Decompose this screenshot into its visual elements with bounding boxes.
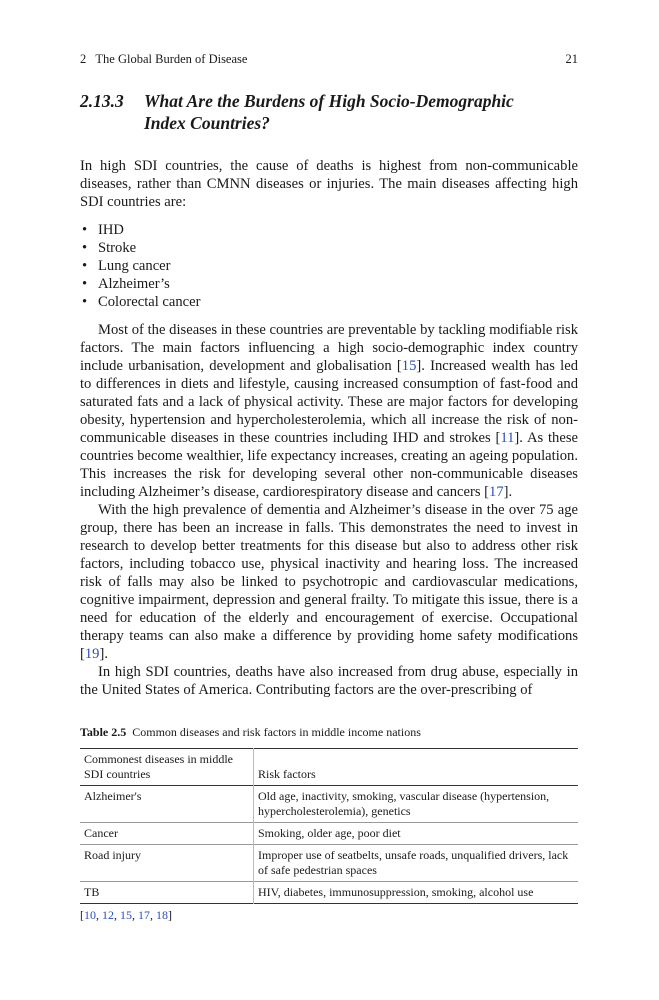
paragraph-risk-factors bbox=[80, 321, 578, 501]
list-item: • Colorectal cancer bbox=[80, 293, 578, 311]
table-cell-risk: Smoking, older age, poor diet bbox=[258, 826, 401, 840]
citation-link[interactable]: 15 bbox=[120, 908, 132, 922]
table-caption-text: Common diseases and risk factors in middle income nations bbox=[132, 725, 421, 739]
table-row bbox=[80, 786, 578, 823]
intro-paragraph: In high SDI countries, the cause of deaths is highest from non-communicable diseases, rather than CMNN diseases or injuries. The main diseases affecting high SDI countries are: bbox=[80, 158, 578, 210]
citation-link[interactable]: 12 bbox=[102, 908, 114, 922]
citation-link[interactable]: 17 bbox=[138, 908, 150, 922]
table-cell-risk: HIV, diabetes, immunosuppression, smoking, alcohol use bbox=[258, 885, 534, 899]
table-header-diseases: Commonest diseases in middle SDI countries bbox=[80, 749, 254, 786]
text-run: ]. bbox=[503, 484, 513, 500]
section-number: 2.13.3 bbox=[80, 91, 124, 111]
text-run: ]. As these countries become wealthier, life expectancy increases, creating an ageing population. This increases the risk for developing several other non-communicable diseases including Alzheimer’s disease, cardiorespiratory disease and cancers [ bbox=[80, 430, 578, 500]
section-title bbox=[144, 90, 578, 134]
table-row bbox=[80, 882, 578, 904]
table-label: Table 2.5 bbox=[80, 725, 127, 739]
text-run: Most of the diseases in these countries are preventable by tackling modifiable risk factors. The main factors influencing a high socio-demographic index country include urbanisation, development and globalisation [ bbox=[80, 322, 578, 374]
table-cell-risk: Old age, inactivity, smoking, vascular disease (hypertension, hypercholesterolemia), genetics bbox=[258, 789, 550, 818]
citation-link[interactable]: 19 bbox=[84, 646, 100, 662]
disease-list bbox=[80, 221, 578, 311]
text-run: ]. Increased wealth has led to differences in diets and lifestyle, causing increased consumption of fast-food and saturated fats and a lack of physical activity. These are major factors for developing obesity, hypertension and hypercholesterolemia, which all increase the risk of non-communicable diseases in these countries including IHD and strokes [ bbox=[80, 358, 579, 446]
table-cell-disease: TB bbox=[80, 882, 254, 904]
table-references: [10, 12, 15, 17, 18] bbox=[80, 908, 172, 922]
text-run: With the high prevalence of dementia and Alzheimer’s disease in the over 75 age group, there has been an increase in falls. This demonstrates the need to invest in research to develop better treatments for this disease but also to address other risk factors, including tobacco use, physical inactivity and hearing loss. The increased risk of falls may also be linked to psychotropic and cardiovascular medications, cognitive impairment, depression and general frailty. To mitigate this issue, there is a need for education of the elderly and encouragement of exercise. Occupational therapy teams can also make a difference by providing home safety modifications [ bbox=[80, 502, 578, 662]
table-header-row bbox=[80, 749, 578, 786]
citation-link[interactable]: 10 bbox=[84, 908, 96, 922]
citation-link[interactable]: 17 bbox=[489, 484, 504, 500]
body-text bbox=[80, 157, 578, 699]
text-run: ]. bbox=[99, 646, 108, 662]
disease-risk-table bbox=[80, 748, 578, 904]
paragraph-falls bbox=[80, 501, 578, 663]
table-cell-risk: Improper use of seatbelts, unsafe roads, unqualified drivers, lack of safe pedestrian spaces bbox=[258, 848, 569, 877]
table-cell-disease: Cancer bbox=[80, 823, 254, 845]
list-item: • Alzheimer’s bbox=[80, 275, 578, 293]
table-cell-disease: Alzheimer's bbox=[80, 786, 254, 823]
section-title-line-2: Index Countries? bbox=[144, 113, 270, 133]
list-item: • Lung cancer bbox=[80, 257, 578, 275]
table-block bbox=[80, 725, 578, 923]
table-header-risk-factors: Risk factors bbox=[258, 767, 316, 781]
running-head bbox=[80, 52, 578, 67]
citation-link[interactable]: 15 bbox=[401, 358, 417, 374]
list-item: • Stroke bbox=[80, 239, 578, 257]
table-caption bbox=[80, 725, 578, 740]
table-cell-disease: Road injury bbox=[80, 845, 254, 882]
table-row bbox=[80, 845, 578, 882]
section-heading bbox=[80, 90, 578, 134]
page-number: 21 bbox=[565, 52, 578, 66]
paragraph-drug-abuse: In high SDI countries, deaths have also increased from drug abuse, especially in the United States of America. Contributing factors are the over-prescribing of bbox=[80, 664, 578, 698]
citation-link[interactable]: 18 bbox=[156, 908, 168, 922]
table-row bbox=[80, 823, 578, 845]
running-head-chapter: 2 The Global Burden of Disease bbox=[80, 52, 248, 66]
citation-link[interactable]: 11 bbox=[500, 430, 515, 446]
section-title-line-1: What Are the Burdens of High Socio-Demographic bbox=[144, 91, 514, 111]
list-item: • IHD bbox=[80, 221, 578, 239]
